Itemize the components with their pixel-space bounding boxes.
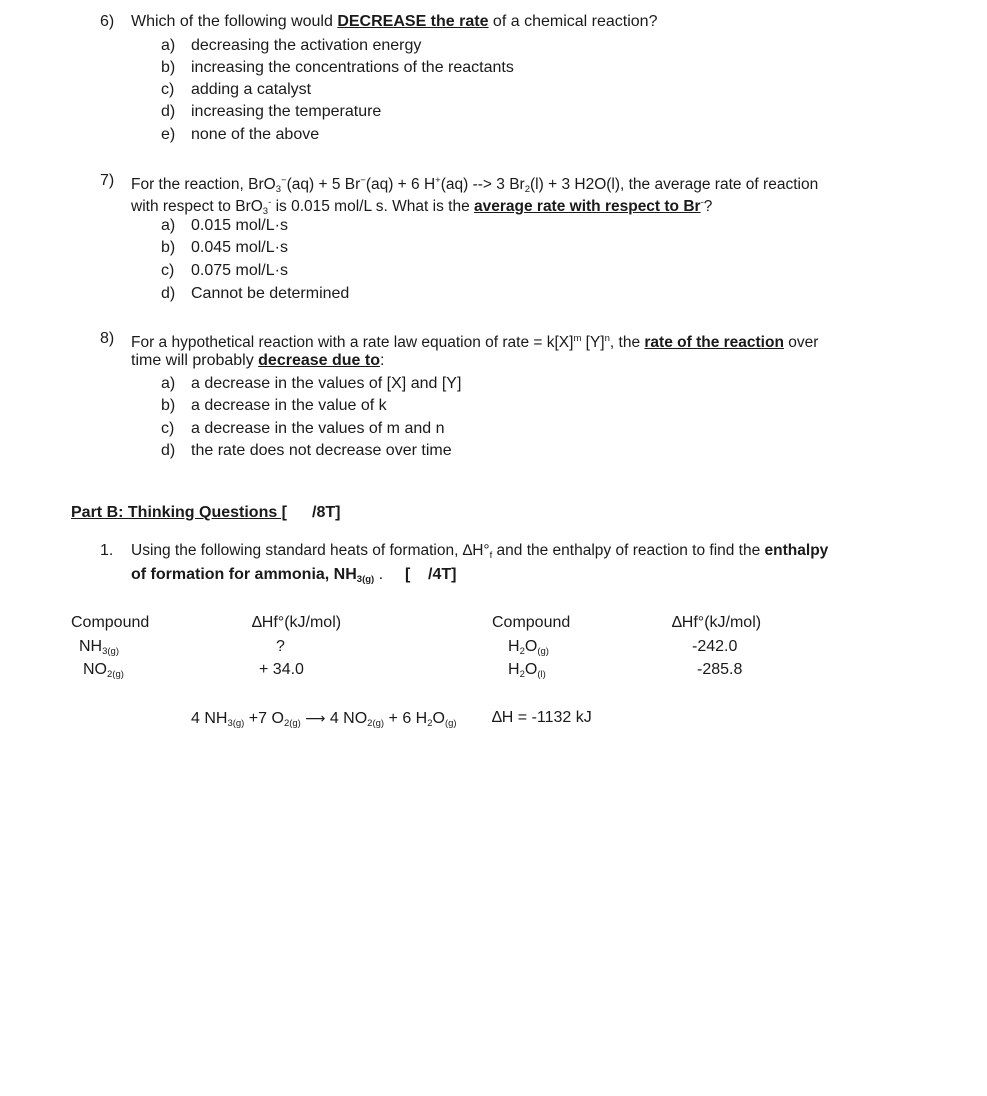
q6-option-text: increasing the temperature bbox=[191, 103, 382, 120]
table-header-dhf: ∆Hf°(kJ/mol) bbox=[672, 614, 762, 631]
q7-stem-line1: For the reaction, BrO$_3$−(aq) + 5 Br−(aq) + 6 H+(aq) --> 3 $Br_2(l) + 3$ H2O(l), the average rate of reaction bbox=[131, 175, 819, 195]
table-header-dhf: ∆Hf°(kJ/mol) bbox=[252, 614, 342, 631]
reaction-enthalpy: ∆H = -1132 kJ bbox=[492, 709, 592, 726]
q8-stem-line1: For a hypothetical reaction with a rate law equation of rate = $k[X]^m$ $[Y]^n$, the rate of the reaction over bbox=[131, 333, 819, 351]
b1-stem-line1: Using the following standard heats of formation, $\Delta H^\circ_f$ and the enthalpy of reaction to find the enthalpy bbox=[131, 542, 829, 561]
q6-stem: Which of the following would DECREASE the rate of a chemical reaction? bbox=[131, 13, 658, 30]
b1-marks: /4T] bbox=[428, 566, 457, 583]
b1-emphasis: enthalpy bbox=[764, 542, 829, 559]
q6-option-label: e) bbox=[161, 126, 176, 143]
q7-option-text: Cannot be determined bbox=[191, 285, 350, 302]
q8-option-label: a) bbox=[161, 375, 176, 392]
q6-option-text: increasing the concentrations of the reactants bbox=[191, 59, 514, 76]
table-value: -285.8 bbox=[697, 661, 743, 678]
q8-option-label: d) bbox=[161, 442, 176, 459]
table-header-compound: Compound bbox=[71, 614, 150, 631]
part-b-marks: /8T] bbox=[312, 504, 341, 521]
q8-option-label: b) bbox=[161, 397, 176, 414]
b1-marks-bracket: [ bbox=[405, 566, 411, 583]
q8-number: 8) bbox=[100, 330, 115, 347]
q7-stem-line2: with respect to BrO$_3$- is 0.015 mol/L s. What is the average rate with respect to Br-? bbox=[131, 197, 713, 217]
table-value: ? bbox=[276, 638, 285, 655]
table-header-compound: Compound bbox=[492, 614, 571, 631]
table-compound: $NO_{2(g)}$ bbox=[83, 661, 124, 680]
q7-option-label: c) bbox=[161, 262, 175, 279]
reaction-equation: 4 $NH_{3(g)} +7$ $O_{2(g)}$ ⟶ 4 $NO_{2(g)} + 6$ $H_2O_{(g)}$ bbox=[191, 710, 457, 729]
q8-option-label: c) bbox=[161, 420, 175, 437]
reaction-arrow-icon: ⟶ bbox=[305, 710, 326, 726]
q6-option-label: a) bbox=[161, 37, 176, 54]
q7-number: 7) bbox=[100, 172, 115, 189]
b1-number: 1. bbox=[100, 542, 114, 559]
table-compound: $H_2O_{(g)}$ bbox=[508, 638, 549, 657]
q7-emphasis: average rate with respect to Br bbox=[474, 198, 701, 215]
q8-emphasis-2: decrease due to bbox=[258, 352, 380, 369]
q7-option-label: b) bbox=[161, 239, 176, 256]
table-value: + 34.0 bbox=[259, 661, 304, 678]
q6-option-label: d) bbox=[161, 103, 176, 120]
q8-option-text: a decrease in the values of m and n bbox=[191, 420, 445, 437]
q8-option-text: a decrease in the values of [X] and [Y] bbox=[191, 375, 462, 392]
q6-emphasis: DECREASE the rate bbox=[337, 13, 489, 30]
q6-option-text: decreasing the activation energy bbox=[191, 37, 422, 54]
q6-option-label: b) bbox=[161, 59, 176, 76]
q8-option-text: the rate does not decrease over time bbox=[191, 442, 452, 459]
table-compound: $H_2O_{(l)}$ bbox=[508, 661, 546, 680]
q7-option-label: d) bbox=[161, 285, 176, 302]
part-b-heading: Part B: Thinking Questions [ bbox=[71, 504, 288, 521]
q7-option-text: 0.075 mol/L·s bbox=[191, 262, 288, 279]
q7-option-text: 0.015 mol/L·s bbox=[191, 217, 288, 234]
q8-option-text: a decrease in the value of k bbox=[191, 397, 387, 414]
q8-stem-line2: time will probably decrease due to: bbox=[131, 352, 385, 369]
q6-option-text: adding a catalyst bbox=[191, 81, 312, 98]
q8-emphasis: rate of the reaction bbox=[644, 334, 784, 351]
q7-option-text: 0.045 mol/L·s bbox=[191, 239, 288, 256]
b1-stem-line2: of formation for ammonia, $NH_{3(g)}$ . bbox=[131, 566, 384, 585]
q6-number: 6) bbox=[100, 13, 115, 30]
q7-option-label: a) bbox=[161, 217, 176, 234]
q6-option-label: c) bbox=[161, 81, 175, 98]
table-value: -242.0 bbox=[692, 638, 738, 655]
table-compound: $NH_{3(g)}$ bbox=[79, 638, 120, 657]
q6-option-text: none of the above bbox=[191, 126, 320, 143]
